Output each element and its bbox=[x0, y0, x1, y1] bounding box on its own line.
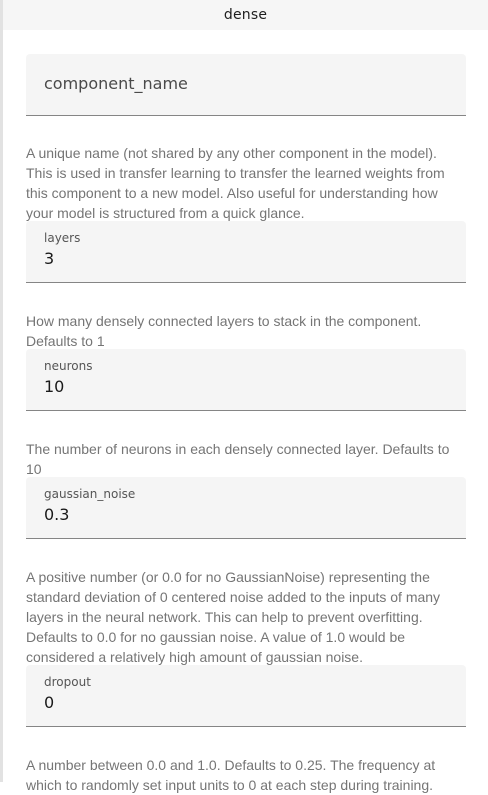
gaussian-noise-field[interactable] bbox=[26, 477, 466, 539]
dropout-field[interactable] bbox=[26, 665, 466, 727]
component-name-help: A unique name (not shared by any other component in the model). This is used in transfer learning to transfer the learned weights from this component to a new model. Also useful for understanding how your model is structured from a quick glance. bbox=[26, 145, 445, 221]
gaussian-noise-input[interactable] bbox=[44, 505, 444, 524]
neurons-field[interactable] bbox=[26, 349, 466, 411]
dropout-help: A number between 0.0 and 1.0. Defaults to 0.25. The frequency at which to randomly set input units to 0 at each step during training. bbox=[26, 757, 436, 793]
neurons-input[interactable] bbox=[44, 377, 444, 396]
panel-title-bar bbox=[3, 0, 488, 30]
gaussian-noise-help: A positive number (or 0.0 for no GaussianNoise) representing the standard deviation of 0 centered noise added to the inputs of many layers in the neural network. This can help to prevent overfitting. Defaults to 0.0 for no gaussian noise. A value of 1.0 would be considered a relatively high amount of gaussian noise. bbox=[26, 569, 441, 665]
neurons-label: neurons bbox=[44, 359, 93, 373]
dropout-input[interactable] bbox=[44, 693, 444, 712]
gaussian-noise-label: gaussian_noise bbox=[44, 487, 136, 501]
layers-input[interactable] bbox=[44, 249, 444, 268]
neurons-help: The number of neurons in each densely connected layer. Defaults to 10 bbox=[26, 441, 450, 477]
layers-field[interactable] bbox=[26, 221, 466, 283]
layers-label: layers bbox=[44, 231, 81, 245]
panel-title: dense bbox=[223, 7, 268, 23]
dropout-label: dropout bbox=[44, 675, 91, 689]
component-name-label: component_name bbox=[44, 74, 188, 93]
layers-help: How many densely connected layers to stack in the component. Defaults to 1 bbox=[26, 313, 422, 349]
component-name-field[interactable] bbox=[26, 54, 466, 116]
